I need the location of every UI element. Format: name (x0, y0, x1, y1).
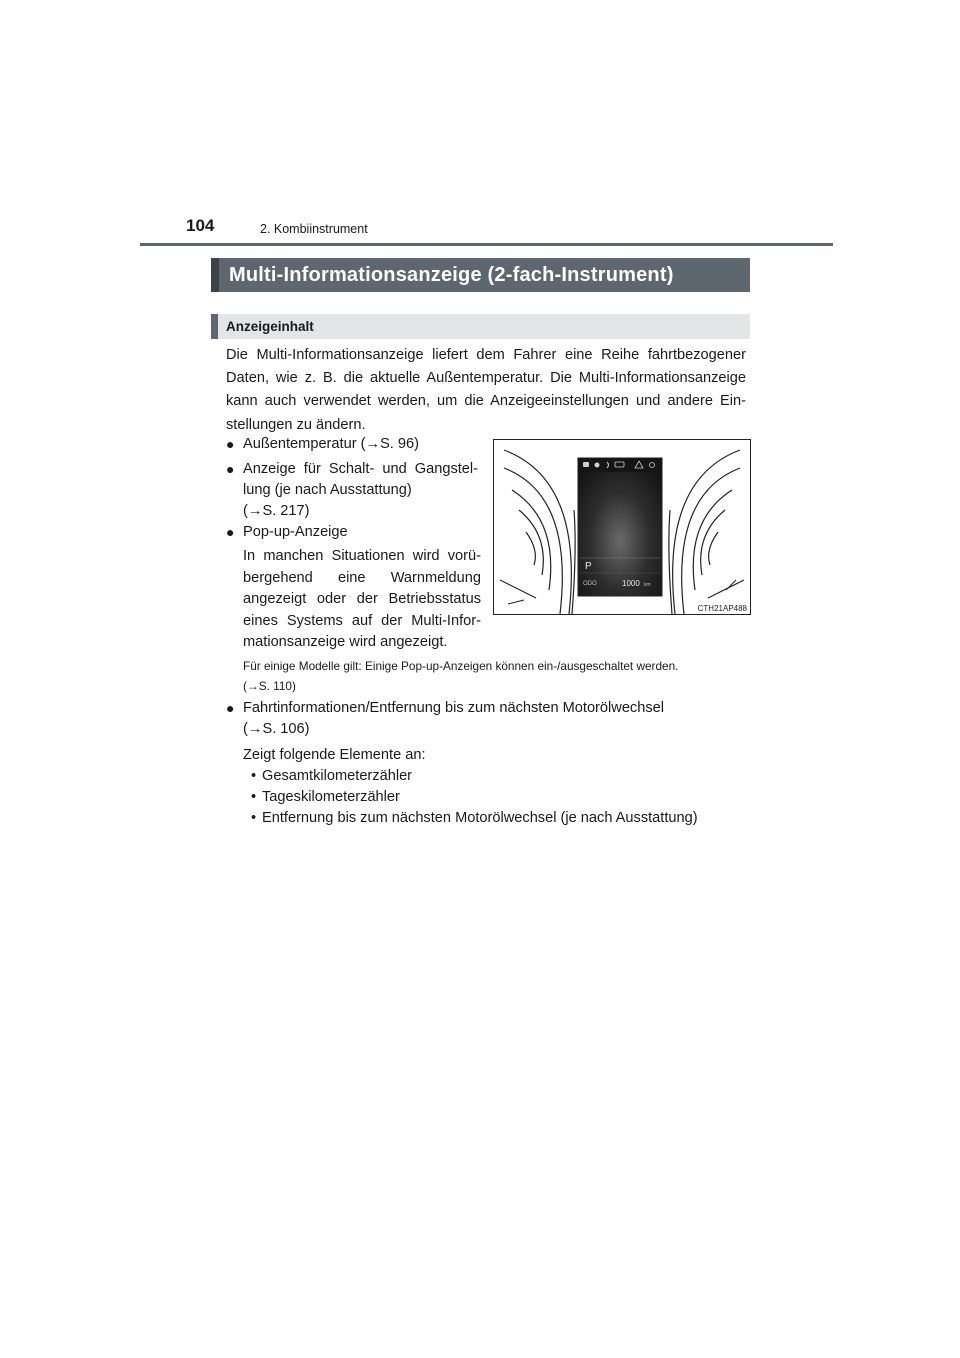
page-number: 104 (186, 216, 215, 235)
right-gauge (669, 450, 744, 614)
trip-item-tripmeter (251, 787, 400, 807)
multi-information-display (578, 458, 662, 596)
header-rule (140, 243, 833, 246)
chapter-title: 2. Kombiinstrument (260, 222, 368, 236)
popup-line: angezeigt oder der Betriebsstatus (243, 591, 481, 607)
section-title: Multi-Informationsanzeige (2-fach-Instrument) (211, 258, 750, 292)
trip-intro: Zeigt folgende Elemente an: (243, 747, 426, 763)
popup-line: In manchen Situationen wird vorü- (243, 548, 481, 564)
note-line: Für einige Modelle gilt: Einige Pop-up-Anzeigen können ein-/ausgeschaltet werden. (243, 659, 679, 673)
trip-item-text: Entfernung bis zum nächsten Motorölwechsel (je nach Ausstattung) (262, 810, 698, 826)
list-marker: • (251, 789, 257, 805)
popup-line: eines Systems auf der Multi-Infor- (243, 612, 481, 629)
popup-line: bergehend eine Warnmeldung (243, 569, 481, 586)
gear-indicator: P (585, 561, 592, 572)
intro-paragraph: Die Multi-Informationsanzeige liefert dem Fahrer eine Reihe fahrtbezogener Daten, wie z. B. die aktuelle Außentemperatur. Die Multi-Informationsanzeige kann auch verwendet werden, um die Anzeigeeinstellungen und andere Ein-stellungen zu ändern. (226, 347, 746, 433)
bullet-marker: ● (226, 436, 235, 452)
bullet-text-line: Fahrtinformationen/Entfernung bis zum nächsten Motorölwechsel (243, 700, 665, 716)
list-marker: • (251, 768, 257, 784)
list-marker: • (251, 810, 257, 826)
bullet-marker: ● (226, 700, 235, 716)
trip-item-odometer (251, 766, 412, 786)
left-needle-mark (508, 600, 524, 604)
bullet-marker: ● (226, 524, 235, 540)
popup-description (243, 546, 481, 654)
bullet-text-line: lung (je nach Ausstattung) (243, 482, 412, 498)
popup-line: mationsanzeige wird angezeigt. (243, 634, 448, 650)
trip-item-text: Gesamtkilometerzähler (262, 768, 413, 784)
instrument-cluster-figure (493, 439, 751, 615)
bullet-text-line: Anzeige für Schalt- und Gangstel- (243, 461, 479, 477)
bullet-text-line: (→S. 217) (243, 503, 310, 519)
figure-code: CTH21AP488 (697, 604, 747, 613)
odo-label: ODO (583, 581, 597, 587)
bullet-text: Pop-up-Anzeige (243, 524, 348, 540)
bullet-marker: ● (226, 461, 235, 477)
bullet-text-line: (→S. 106) (243, 721, 310, 737)
left-gauge (500, 450, 575, 614)
cluster-illustration (494, 440, 750, 614)
subsection-title: Anzeigeinhalt (211, 314, 750, 339)
bullet-text: Außentemperatur (→S. 96) (243, 436, 420, 452)
trip-item-oil-change (251, 808, 698, 828)
odo-unit: km (644, 582, 651, 588)
note-line: (→S. 110) (243, 679, 296, 693)
trip-item-text: Tageskilometerzähler (262, 789, 400, 805)
odo-value: 1000 (622, 579, 640, 588)
popup-note (243, 656, 753, 696)
